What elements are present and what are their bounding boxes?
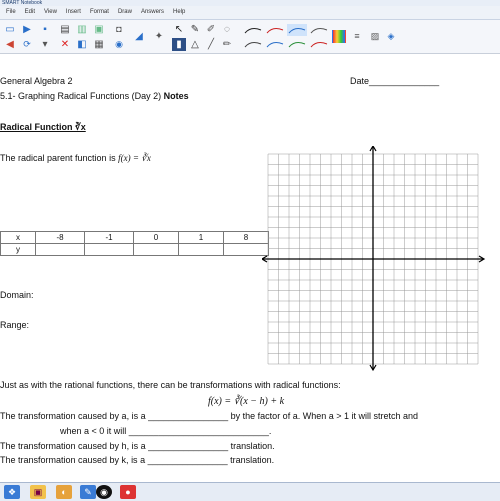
line-style-icon[interactable]: ≡ <box>354 31 360 41</box>
media-icon[interactable]: ◉ <box>96 485 112 499</box>
menu-answers[interactable]: Answers <box>140 9 164 15</box>
course-title: General Algebra 2 <box>0 76 73 86</box>
text-icon[interactable]: ✦ <box>154 30 164 42</box>
explorer-icon[interactable]: ▣ <box>30 485 46 499</box>
heading-radical-function: Radical Function ∛x <box>0 122 86 132</box>
section-title-text: 5.1- Graphing Radical Functions (Day 2) <box>0 91 164 101</box>
taskbar <box>0 482 500 501</box>
pen-style-8[interactable] <box>309 38 329 50</box>
pen-style-7[interactable] <box>309 24 329 36</box>
start-icon[interactable]: ❖ <box>4 485 20 499</box>
transparency-icon[interactable]: ▨ <box>370 31 380 41</box>
window-title: SMART Notebook <box>2 0 43 6</box>
domain-label: Domain: <box>0 290 34 300</box>
menu-insert[interactable]: Insert <box>65 9 81 15</box>
select-tool-icon[interactable]: ▮ <box>172 38 186 51</box>
notebook-page <box>0 54 500 480</box>
table-cell <box>85 244 134 256</box>
delete-icon[interactable]: ✕ <box>60 38 70 50</box>
transform-formula: f(x) = ∛(x − h) + k <box>208 396 285 407</box>
pen-style-1[interactable] <box>243 24 263 36</box>
table-cell: 0 <box>134 232 179 244</box>
parent-function-line <box>0 153 151 164</box>
table-cell <box>36 244 85 256</box>
parent-function-text: The radical parent function is <box>0 153 119 163</box>
fullscreen-icon[interactable]: ▣ <box>94 23 104 35</box>
properties-icon[interactable]: ▾ <box>42 38 48 50</box>
date-label: Date <box>350 76 370 86</box>
pen-style-4[interactable] <box>265 38 285 50</box>
fill-icon[interactable]: ✏ <box>222 38 232 50</box>
pen-style-6[interactable] <box>287 38 307 50</box>
table-row <box>1 244 269 256</box>
menu-edit[interactable]: Edit <box>24 9 36 15</box>
recorder-icon[interactable]: ● <box>120 485 136 499</box>
camera-icon[interactable]: ◘ <box>116 24 122 34</box>
magic-pen-icon[interactable]: ◢ <box>135 30 143 42</box>
menu-draw[interactable]: Draw <box>117 9 132 15</box>
eraser-icon[interactable]: ◌ <box>224 23 230 35</box>
toolbar <box>0 20 500 54</box>
gallery-icon[interactable]: ◉ <box>115 39 123 49</box>
back-icon[interactable]: ◀ <box>6 38 14 50</box>
range-label: Range: <box>0 320 30 330</box>
new-page-icon[interactable]: ▭ <box>5 23 15 35</box>
menu-view[interactable]: View <box>44 9 57 15</box>
arrow-select-icon[interactable]: ↖ <box>174 23 184 35</box>
grid-lines <box>262 146 484 370</box>
forward-icon[interactable]: ▶ <box>23 23 31 35</box>
table-row <box>1 232 269 244</box>
table-cell <box>179 244 224 256</box>
table-cell <box>134 244 179 256</box>
section-title-notes: Notes <box>163 91 189 101</box>
coordinate-grid <box>262 146 494 376</box>
shape-icon[interactable]: △ <box>191 38 199 50</box>
open-icon[interactable]: ⟳ <box>23 39 31 49</box>
section-title <box>0 91 189 101</box>
table-cell: y <box>1 244 36 256</box>
pen-icon[interactable]: ✎ <box>190 23 200 35</box>
toolbar-customize-icon[interactable]: ◈ <box>387 31 395 41</box>
paste-icon[interactable]: ▤ <box>60 23 70 35</box>
table-cell: -1 <box>85 232 134 244</box>
date-blank: ______________ <box>369 76 440 86</box>
undo-icon[interactable]: ▥ <box>77 23 87 35</box>
screen-shade-icon[interactable]: ◧ <box>77 38 87 50</box>
menu-file[interactable]: File <box>6 9 16 15</box>
table-cell: x <box>1 232 36 244</box>
xy-table <box>0 231 269 256</box>
save-icon[interactable]: ▪ <box>43 23 47 35</box>
notebook-icon[interactable]: ✎ <box>80 485 96 499</box>
pen-style-5[interactable] <box>287 24 307 36</box>
browser-icon[interactable]: ◐ <box>56 485 72 499</box>
menu-format[interactable]: Format <box>89 9 109 15</box>
table-cell: -8 <box>36 232 85 244</box>
date-field <box>350 76 439 86</box>
transform-a-line-2: when a < 0 it will ____________________________. <box>60 426 272 436</box>
color-palette-icon[interactable] <box>332 30 346 43</box>
pen-style-2[interactable] <box>243 38 263 50</box>
table-cell: 8 <box>224 232 269 244</box>
menu-help[interactable]: Help <box>172 9 186 15</box>
table-icon[interactable]: ▦ <box>94 38 104 50</box>
pen-style-3[interactable] <box>265 24 285 36</box>
parent-function-formula: f(x) = ∛x <box>118 153 151 163</box>
table-cell: 1 <box>179 232 224 244</box>
menu-bar <box>0 6 500 20</box>
line-icon[interactable]: ╱ <box>207 38 215 50</box>
transform-h-line: The transformation caused by h, is a ________________ translation. <box>0 441 275 451</box>
transform-intro: Just as with the rational functions, there can be transformations with radical functions: <box>0 380 341 390</box>
highlighter-icon[interactable]: ✐ <box>206 23 216 35</box>
transform-k-line: The transformation caused by k, is a ________________ translation. <box>0 455 275 465</box>
transform-a-line: The transformation caused by a, is a ________________ by the factor of a. When a > 1 it will stretch and <box>0 411 419 421</box>
